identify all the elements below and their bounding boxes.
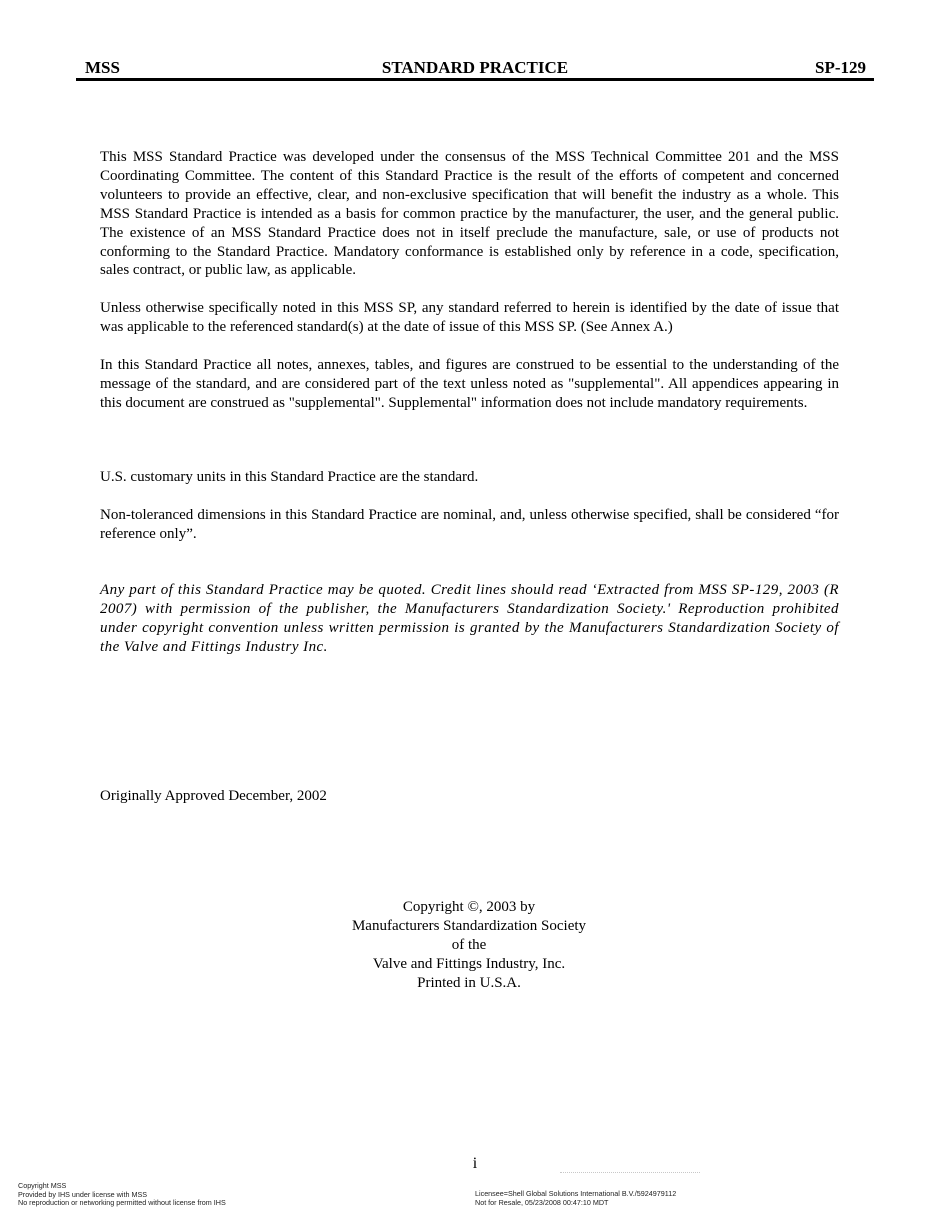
copyright-line: Printed in U.S.A. [417, 975, 521, 991]
copyright-line: Valve and Fittings Industry, Inc. [372, 956, 566, 972]
header-doc-number: SP-129 [815, 58, 866, 77]
paragraph-units: U.S. customary units in this Standard Practice are the standard. [100, 469, 479, 485]
header-org: MSS [85, 58, 120, 77]
header-rule [76, 78, 874, 81]
quote-notice: Any part of this Standard Practice may be quoted. Credit lines should read ‘Extracted from MSS SP-129, 2003 (R 2007) with permission of the publisher, the Manufacturers Standardization Society.' Reproduction prohibited under copyright convention unless written permission is granted by the Manufacturers Standardization Society of the Valve and Fittings Industry Inc. [100, 582, 839, 655]
footer-line: Not for Resale, 05/23/2008 00:47:10 MDT [475, 1197, 609, 1207]
footer-line: Copyright MSS [18, 1181, 67, 1190]
copyright-line: Manufacturers Standardization Society [351, 918, 587, 934]
page-header [76, 58, 874, 80]
copyright-line: Copyright ©, 2003 by [402, 899, 536, 915]
paragraph-supplemental: In this Standard Practice all notes, annexes, tables, and figures are construed to be essential to the understanding of the message of the standard, and are considered part of the text unless noted as "supplemental". All appendices appearing in this document are construed as "supplemental". Supplemental" information does not include mandatory requirements. [100, 357, 839, 411]
paragraph-consensus: This MSS Standard Practice was developed under the consensus of the MSS Technical Committee 201 and the MSS Coordinating Committee. The content of this Standard Practice is the result of the efforts of competent and concerned volunteers to provide an effective, clear, and non-exclusive specification that will benefit the industry as a whole. This MSS Standard Practice is intended as a basis for common practice by the manufacturer, the user, and the general public. The existence of an MSS Standard Practice does not in itself preclude the manufacture, sale, or use of products not conforming to the Standard Practice. Mandatory conformance is established only by reference in a code, specification, sales contract, or public law, as applicable. [100, 149, 839, 279]
approval-date: Originally Approved December, 2002 [100, 788, 327, 804]
footer-line: Licensee=Shell Global Solutions International B.V./5924979112 [475, 1189, 677, 1198]
footer-line: Provided by IHS under license with MSS [18, 1189, 148, 1199]
page-number: i [472, 1155, 478, 1172]
paragraph-dimensions: Non-toleranced dimensions in this Standard Practice are nominal, and, unless otherwise specified, shall be considered “for reference only”. [100, 507, 839, 542]
copyright-block [0, 898, 938, 993]
dotted-separator [560, 1172, 700, 1173]
footer-license-left [18, 1182, 226, 1208]
footer-line: No reproduction or networking permitted without license from IHS [18, 1198, 226, 1208]
paragraph-referenced-standards: Unless otherwise specifically noted in this MSS SP, any standard referred to herein is identified by the date of issue that was applicable to the referenced standard(s) at the date of issue of this MSS SP. (See Annex A.) [100, 300, 839, 335]
header-title: STANDARD PRACTICE [381, 58, 569, 77]
footer-license-right [475, 1190, 676, 1207]
copyright-line: of the [451, 937, 487, 953]
